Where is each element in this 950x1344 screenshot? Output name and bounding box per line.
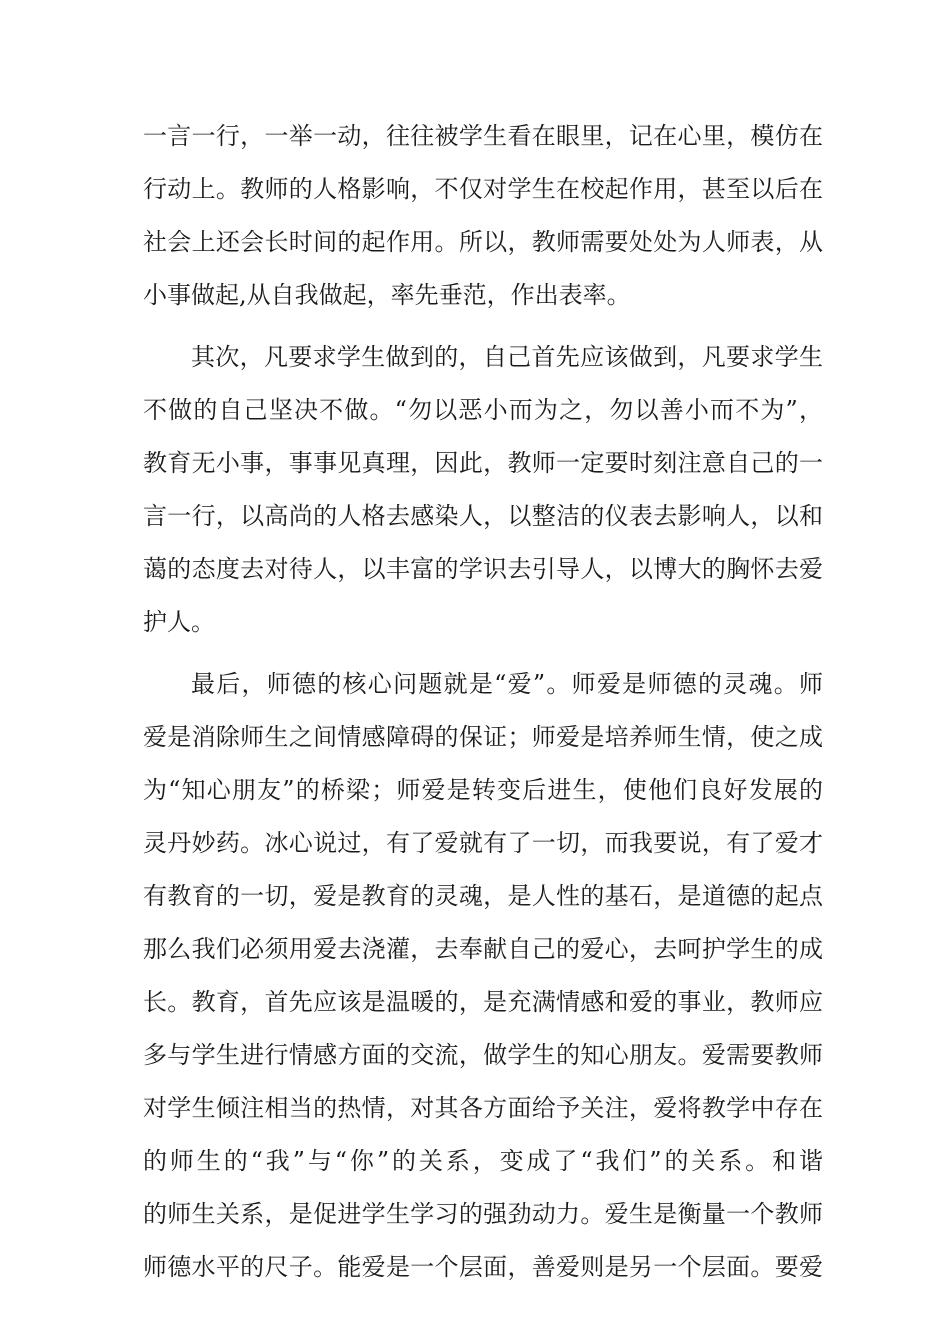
text-line: 最后，师德的核心问题就是“爱”。师爱是师德的灵魂。师 <box>191 670 823 698</box>
text-line: 的师生的“我”与“你”的关系，变成了“我们”的关系。和谐 <box>143 1147 823 1175</box>
text-line: 多与学生进行情感方面的交流，做学生的知心朋友。爱需要教师 <box>143 1041 823 1069</box>
text-line: 言一行，以高尚的人格去感染人，以整洁的仪表去影响人，以和 <box>143 502 823 530</box>
text-line: 灵丹妙药。冰心说过，有了爱就有了一切，而我要说，有了爱才 <box>143 829 823 857</box>
text-line: 行动上。教师的人格影响，不仅对学生在校起作用，甚至以后在 <box>143 175 823 203</box>
text-line: 爱是消除师生之间情感障碍的保证；师爱是培养师生情，使之成 <box>143 723 823 751</box>
text-line: 为“知心朋友”的桥梁；师爱是转变后进生，使他们良好发展的 <box>143 776 823 804</box>
text-line: 其次，凡要求学生做到的，自己首先应该做到，凡要求学生 <box>191 343 823 371</box>
text-line: 社会上还会长时间的起作用。所以，教师需要处处为人师表，从 <box>143 228 823 256</box>
text-line: 有教育的一切，爱是教育的灵魂，是人性的基石，是道德的起点 <box>143 882 823 910</box>
text-line: 对学生倾注相当的热情，对其各方面给予关注，爱将教学中存在 <box>143 1094 823 1122</box>
text-line: 护人。 <box>143 608 215 636</box>
text-line: 长。教育，首先应该是温暖的，是充满情感和爱的事业，教师应 <box>143 988 823 1016</box>
text-line: 小事做起,从自我做起，率先垂范，作出表率。 <box>143 281 631 309</box>
text-line: 那么我们必须用爱去浇灌，去奉献自己的爱心，去呵护学生的成 <box>143 935 823 963</box>
text-line: 蔼的态度去对待人，以丰富的学识去引导人，以博大的胸怀去爱 <box>143 555 823 583</box>
text-line: 教育无小事，事事见真理，因此，教师一定要时刻注意自己的一 <box>143 449 823 477</box>
text-line: 一言一行，一举一动，往往被学生看在眼里，记在心里，模仿在 <box>143 122 823 150</box>
text-line: 师德水平的尺子。能爱是一个层面，善爱则是另一个层面。要爱 <box>143 1253 823 1281</box>
text-line: 的师生关系，是促进学生学习的强劲动力。爱生是衡量一个教师 <box>143 1200 823 1228</box>
text-line: 不做的自己坚决不做。“勿以恶小而为之，勿以善小而不为”， <box>143 396 823 424</box>
